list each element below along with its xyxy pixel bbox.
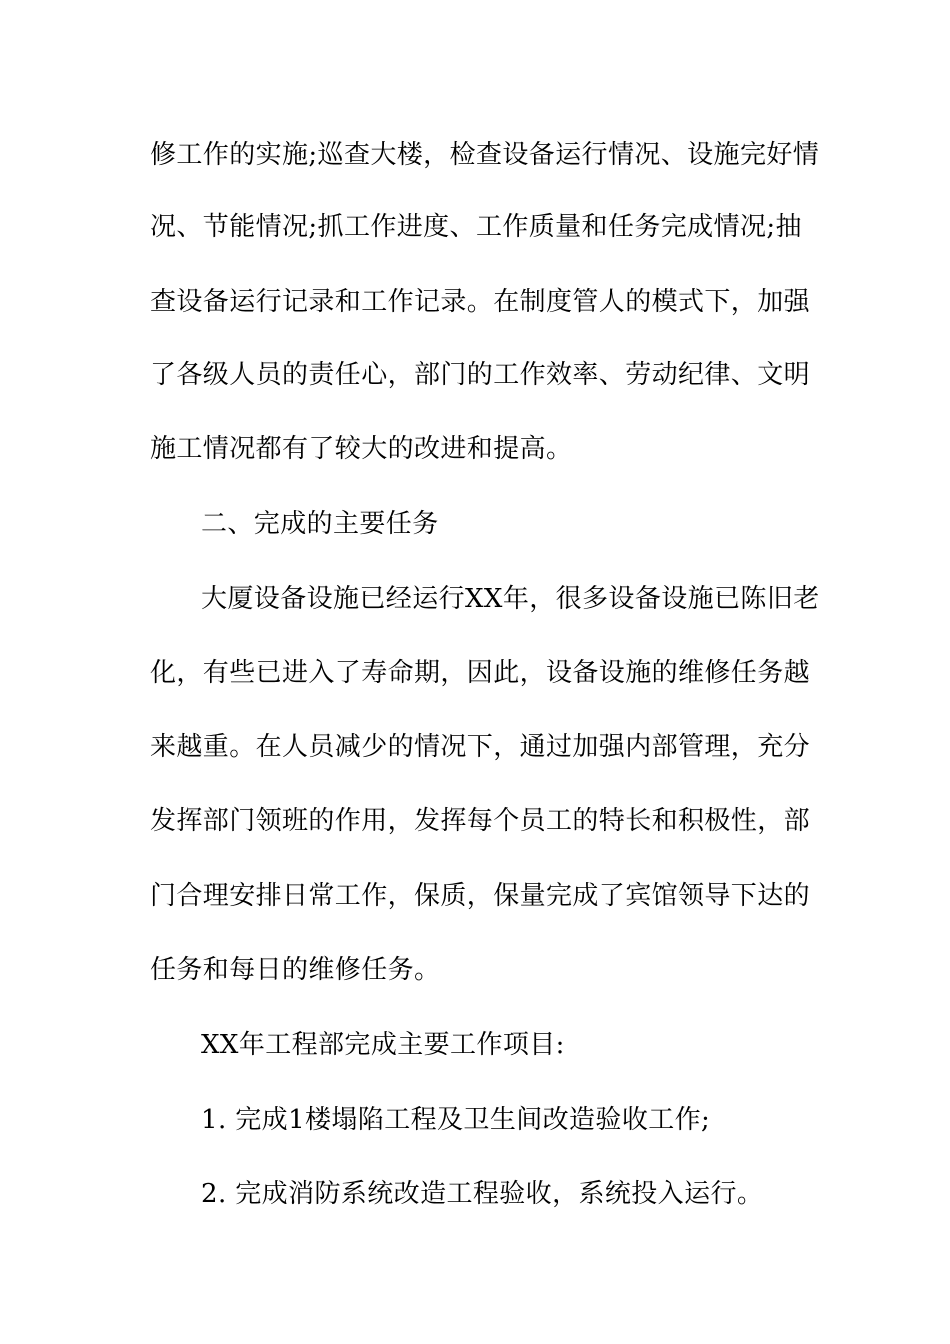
paragraph-line: 发挥部门领班的作用，发挥每个员工的特长和积极性，部 — [150, 806, 811, 836]
paragraph-line: 查设备运行记录和工作记录。在制度管人的模式下，加强 — [150, 287, 811, 317]
paragraph-line: 门合理安排日常工作，保质，保量完成了宾馆领导下达的 — [150, 881, 811, 911]
paragraph-line: 施工情况都有了较大的改进和提高。 — [150, 434, 573, 464]
section-heading: 二、完成的主要任务 — [201, 509, 439, 539]
paragraph-line: 化，有些已进入了寿命期，因此，设备设施的维修任务越 — [150, 658, 811, 688]
list-item: 1. 完成1楼塌陷工程及卫生间改造验收工作; — [201, 1105, 711, 1135]
paragraph-line: 况、节能情况;抓工作进度、工作质量和任务完成情况;抽 — [150, 212, 802, 242]
paragraph-line: 了各级人员的责任心，部门的工作效率、劳动纪律、文明 — [150, 360, 811, 390]
paragraph-line: 修工作的实施;巡查大楼，检查设备运行情况、设施完好情 — [150, 140, 820, 170]
project-list-heading: XX年工程部完成主要工作项目: — [201, 1030, 565, 1060]
paragraph-line: 大厦设备设施已经运行XX年，很多设备设施已陈旧老 — [201, 584, 820, 614]
paragraph-line: 任务和每日的维修任务。 — [150, 955, 441, 985]
list-item: 2. 完成消防系统改造工程验收，系统投入运行。 — [201, 1179, 764, 1209]
paragraph-line: 来越重。在人员减少的情况下，通过加强内部管理，充分 — [150, 732, 811, 762]
